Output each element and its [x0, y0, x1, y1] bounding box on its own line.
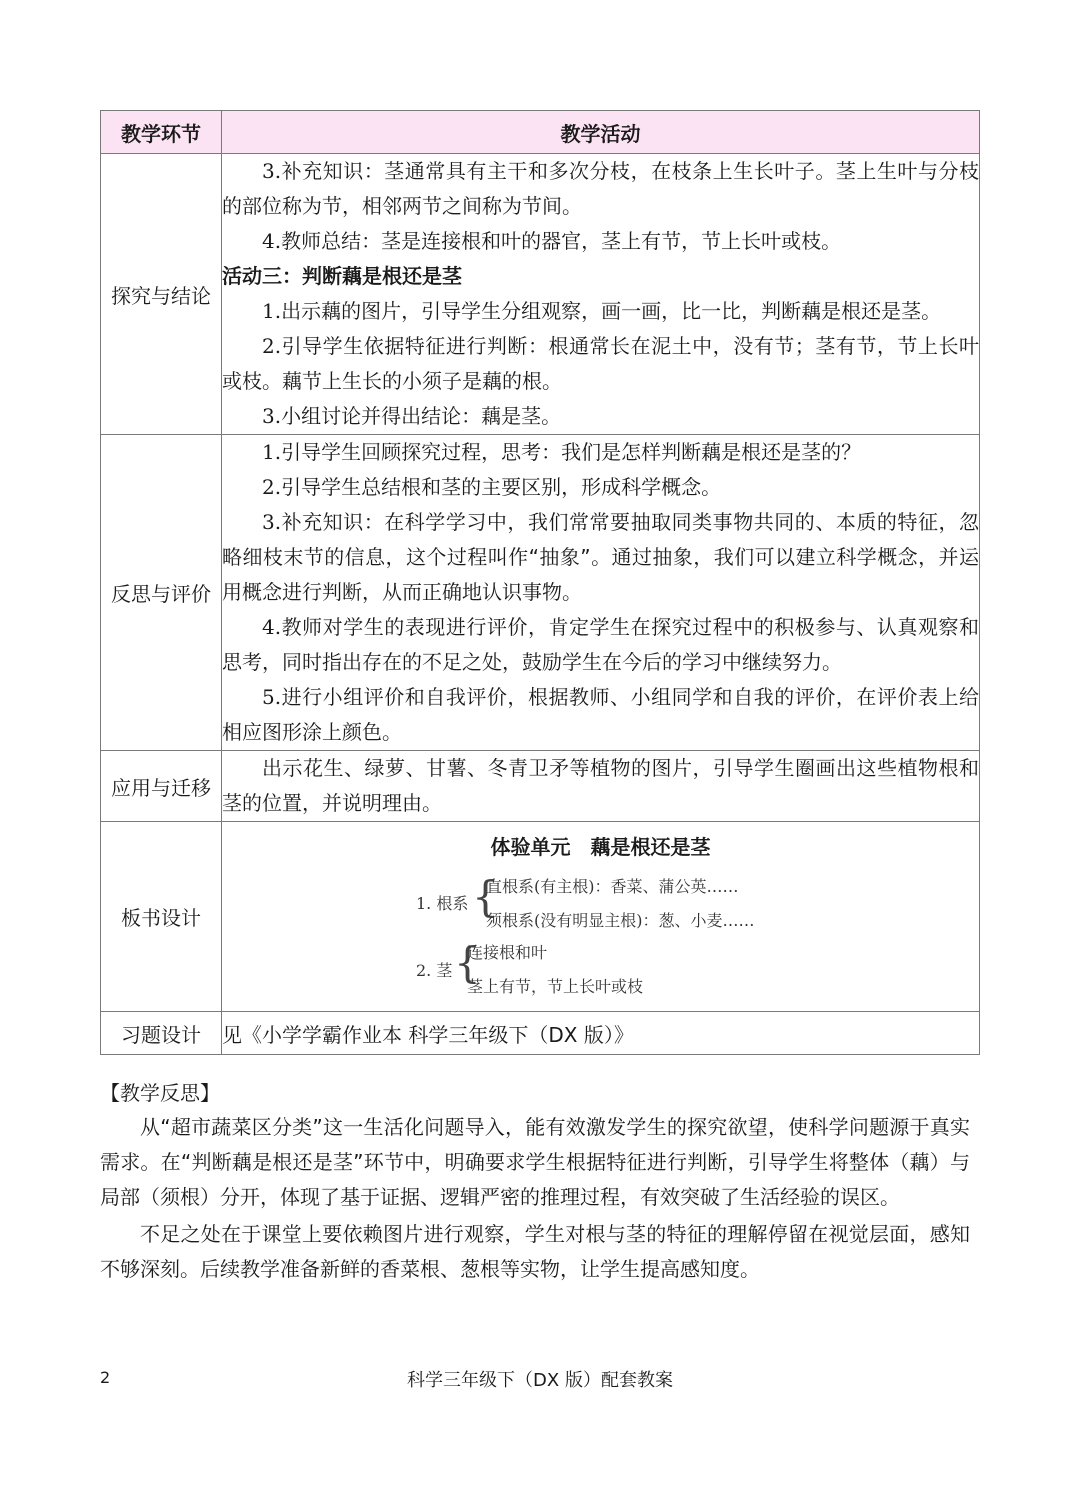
- activity-paragraph: 出示花生、绿萝、甘薯、冬青卫矛等植物的图片，引导学生圈画出这些植物根和茎的位置，并说明理由。: [222, 756, 979, 815]
- activity-paragraph: 4.教师对学生的表现进行评价，肯定学生在探究过程中的积极参与、认真观察和思考，同时指出存在的不足之处，鼓励学生在今后的学习中继续努力。: [222, 615, 979, 674]
- header-activity: 教学活动: [222, 111, 980, 154]
- board-root-item: 直根系(有主根)：香菜、蒲公英……: [486, 877, 739, 896]
- brace-icon: {: [472, 872, 499, 921]
- exercise-cell: 见《小学学霸作业本 科学三年级下（DX 版）》: [222, 1012, 980, 1055]
- board-diagram: [222, 866, 979, 1011]
- stage-cell: 反思与评价: [101, 435, 222, 751]
- activity-title: 活动三：判断藕是根还是茎: [222, 264, 462, 288]
- board-root-item: 须根系(没有明显主根)：葱、小麦……: [486, 911, 755, 930]
- activity-cell: [222, 751, 980, 822]
- activity-paragraph: 3.补充知识：茎通常具有主干和多次分枝，在枝条上生长叶子。茎上生叶与分枝的部位称为节，相邻两节之间称为节间。: [222, 159, 979, 218]
- reflection-paragraph: 从“超市蔬菜区分类”这一生活化问题导入，能有效激发学生的探究欲望，使科学问题源于真实需求。在“判断藕是根还是茎”环节中，明确要求学生根据特征进行判断，引导学生将整体（藕）与局部（须根）分开，体现了基于证据、逻辑严密的推理过程，有效突破了生活经验的误区。: [100, 1115, 970, 1209]
- board-stem-item: 连接根和叶: [467, 943, 548, 962]
- page-number: 2: [100, 1368, 111, 1387]
- stage-cell: 探究与结论: [101, 154, 222, 435]
- activity-paragraph: 2.引导学生依据特征进行判断：根通常长在泥土中，没有节；茎有节，节上长叶或枝。藕节上生长的小须子是藕的根。: [222, 334, 979, 393]
- activity-paragraph: 1.出示藕的图片，引导学生分组观察，画一画，比一比，判断藕是根还是茎。: [262, 299, 942, 323]
- activity-paragraph: 1.引导学生回顾探究过程，思考：我们是怎样判断藕是根还是茎的？: [262, 440, 862, 464]
- activity-cell: [222, 154, 980, 435]
- stage-cell: 习题设计: [101, 1012, 222, 1055]
- activity-paragraph: 5.进行小组评价和自我评价，根据教师、小组同学和自我的评价，在评价表上给相应图形涂上颜色。: [222, 685, 979, 744]
- activity-paragraph: 4.教师总结：茎是连接根和叶的器官，茎上有节，节上长叶或枝。: [262, 229, 842, 253]
- board-design-cell: [222, 822, 980, 1012]
- activity-paragraph: 3.小组讨论并得出结论：藕是茎。: [262, 404, 562, 428]
- board-title: 体验单元 藕是根还是茎: [490, 835, 711, 859]
- activity-paragraph: 2.引导学生总结根和茎的主要区别，形成科学概念。: [262, 475, 722, 499]
- reflection-body: [100, 1110, 970, 1287]
- table-row: [101, 1012, 980, 1055]
- table-row: [101, 154, 980, 435]
- stage-cell: 板书设计: [101, 822, 222, 1012]
- table-row: [101, 751, 980, 822]
- header-stage: 教学环节: [101, 111, 222, 154]
- stage-cell: 应用与迁移: [101, 751, 222, 822]
- reflection-heading: 【教学反思】: [100, 1081, 220, 1105]
- reflection-paragraph: 不足之处在于课堂上要依赖图片进行观察，学生对根与茎的特征的理解停留在视觉层面，感知不够深刻。后续教学准备新鲜的香菜根、葱根等实物，让学生提高感知度。: [100, 1222, 970, 1281]
- brace-icon: {: [454, 938, 481, 987]
- board-root-label: 1. 根系: [416, 894, 469, 913]
- board-stem-item: 茎上有节，节上长叶或枝: [467, 977, 644, 996]
- footer-title: 科学三年级下（DX 版）配套教案: [407, 1370, 673, 1391]
- activity-cell: [222, 435, 980, 751]
- activity-paragraph: 3.补充知识：在科学学习中，我们常常要抽取同类事物共同的、本质的特征，忽略细枝末节的信息，这个过程叫作“抽象”。通过抽象，我们可以建立科学概念，并运用概念进行判断，从而正确地认识事物。: [222, 510, 979, 604]
- table-row: [101, 435, 980, 751]
- lesson-plan-table: [100, 110, 980, 1055]
- table-header-row: [101, 111, 980, 154]
- table-row: [101, 822, 980, 1012]
- board-stem-label: 2. 茎: [416, 961, 453, 980]
